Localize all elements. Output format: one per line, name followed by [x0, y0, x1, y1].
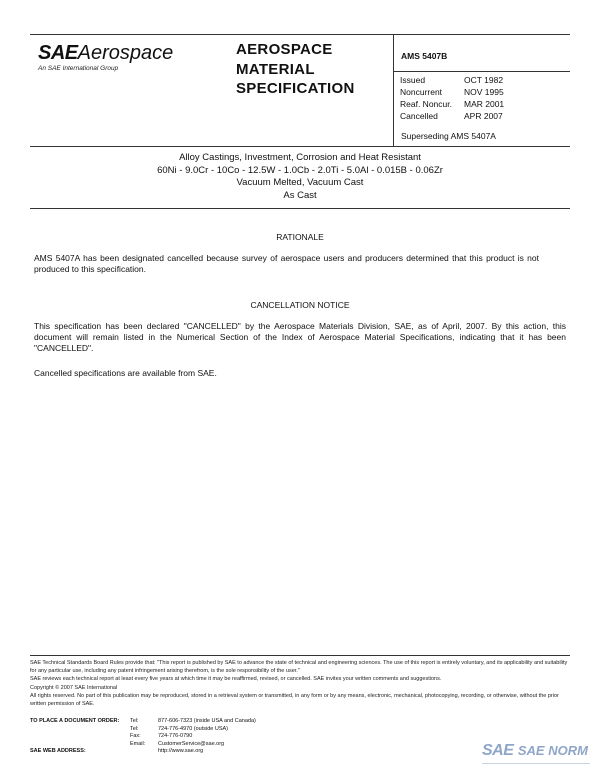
material-title-block [30, 152, 570, 202]
date-label: Reaf. Noncur. [400, 99, 452, 109]
spec-title-line-2: MATERIAL [236, 60, 315, 78]
contact-row [30, 726, 256, 734]
header-top-rule [30, 34, 570, 35]
logo-brand: SAE [38, 42, 78, 64]
header-bottom-rule [30, 146, 570, 147]
footer-rights: All rights reserved. No part of this publication may be reproduced, stored in a retrieval system or transmitted, in any form or by any means, electronic, mechanical, photocopying, recording, or otherwise, without the prior written permission of SAE. [30, 692, 559, 708]
watermark-underline [482, 763, 590, 764]
date-value: MAR 2001 [464, 99, 505, 109]
footer-legal [30, 659, 570, 708]
contact-row [30, 741, 256, 749]
date-value: APR 2007 [464, 111, 503, 121]
issue-dates [400, 74, 504, 122]
date-label: Cancelled [400, 111, 438, 121]
watermark-text: SAE NORM [517, 743, 588, 758]
date-row [400, 86, 504, 98]
date-label: Issued [400, 75, 426, 85]
contact-value: 877-606-7323 (inside USA and Canada) [158, 718, 256, 724]
order-contacts [30, 718, 256, 756]
spec-title-line-1: AEROSPACE [236, 41, 333, 58]
header-divider-right [393, 34, 394, 146]
contact-value: 724-776-4970 (outside USA) [158, 725, 229, 732]
contact-label: Email: [130, 740, 146, 747]
spec-title [236, 40, 355, 99]
footer-rule [30, 655, 570, 656]
sae-norm-watermark [482, 742, 592, 768]
rationale-heading: RATIONALE [276, 232, 324, 242]
contact-value[interactable]: CustomerService@sae.org [158, 740, 225, 747]
date-value: OCT 1982 [464, 75, 504, 85]
superseding-note: Superseding AMS 5407A [401, 131, 496, 141]
material-title-line: Alloy Castings, Investment, Corrosion and Heat Resistant [179, 152, 421, 163]
order-label: TO PLACE A DOCUMENT ORDER: [30, 718, 120, 724]
date-value: NOV 1995 [464, 87, 504, 97]
cancellation-availability: Cancelled specifications are available from SAE. [34, 368, 217, 378]
web-address-link[interactable]: http://www.sae.org [158, 748, 204, 755]
logo-product: Aerospace [77, 42, 174, 64]
rationale-text: AMS 5407A has been designated cancelled because survey of aerospace users and producers determined that this product is not produced to this specification. [34, 253, 539, 274]
material-composition-line: 60Ni - 9.0Cr - 10Co - 12.5W - 1.0Cb - 2.0Ti - 5.0Al - 0.015B - 0.06Zr [157, 164, 443, 176]
footer-board-rules: SAE Technical Standards Board Rules provide that: "This report is published by SAE to advance the state of technical and engineering sciences. The use of this report is entirely voluntary, and its applicability and suitability for any particular use, including any patent infringement arising therefrom, is the sole responsibility of the user." [30, 660, 568, 675]
contact-value: 724-776-0790 [158, 733, 193, 740]
date-label: Noncurrent [400, 87, 443, 97]
cancellation-heading: CANCELLATION NOTICE [250, 300, 350, 310]
docno-underline [393, 71, 570, 72]
logo-tagline: An SAE International Group [38, 65, 119, 72]
contact-label: Tel: [130, 725, 139, 732]
contact-row [30, 748, 256, 756]
date-row [400, 98, 504, 110]
footer-review-note: SAE reviews each technical report at least every five years at which time it may be reaffirmed, revised, or cancelled. SAE invites your written comments and suggestions. [30, 676, 442, 683]
title-bottom-rule [30, 208, 570, 209]
date-row [400, 110, 504, 122]
footer-copyright: Copyright © 2007 SAE International [30, 684, 118, 691]
contact-label: Fax: [130, 733, 141, 740]
web-label: SAE WEB ADDRESS: [30, 748, 86, 755]
material-process-line: Vacuum Melted, Vacuum Cast [236, 177, 364, 188]
sae-aerospace-logo [38, 42, 173, 65]
watermark-sae-logo: SAE [482, 742, 514, 759]
doc-number: AMS 5407B [401, 51, 448, 61]
material-condition-line: As Cast [283, 189, 317, 201]
contact-row [30, 733, 256, 741]
cancellation-text: This specification has been declared "CANCELLED" by the Aerospace Materials Division, SAE, as of April, 2007. By this action, this document will remain listed in the Numerical Section of the Index of Aerospace Material Specifications, indicating that it has been "CANCELLED". [34, 321, 566, 353]
date-row [400, 74, 504, 86]
contact-row [30, 718, 256, 726]
contact-label: Tel: [130, 718, 139, 724]
spec-title-line-3: SPECIFICATION [236, 80, 355, 97]
